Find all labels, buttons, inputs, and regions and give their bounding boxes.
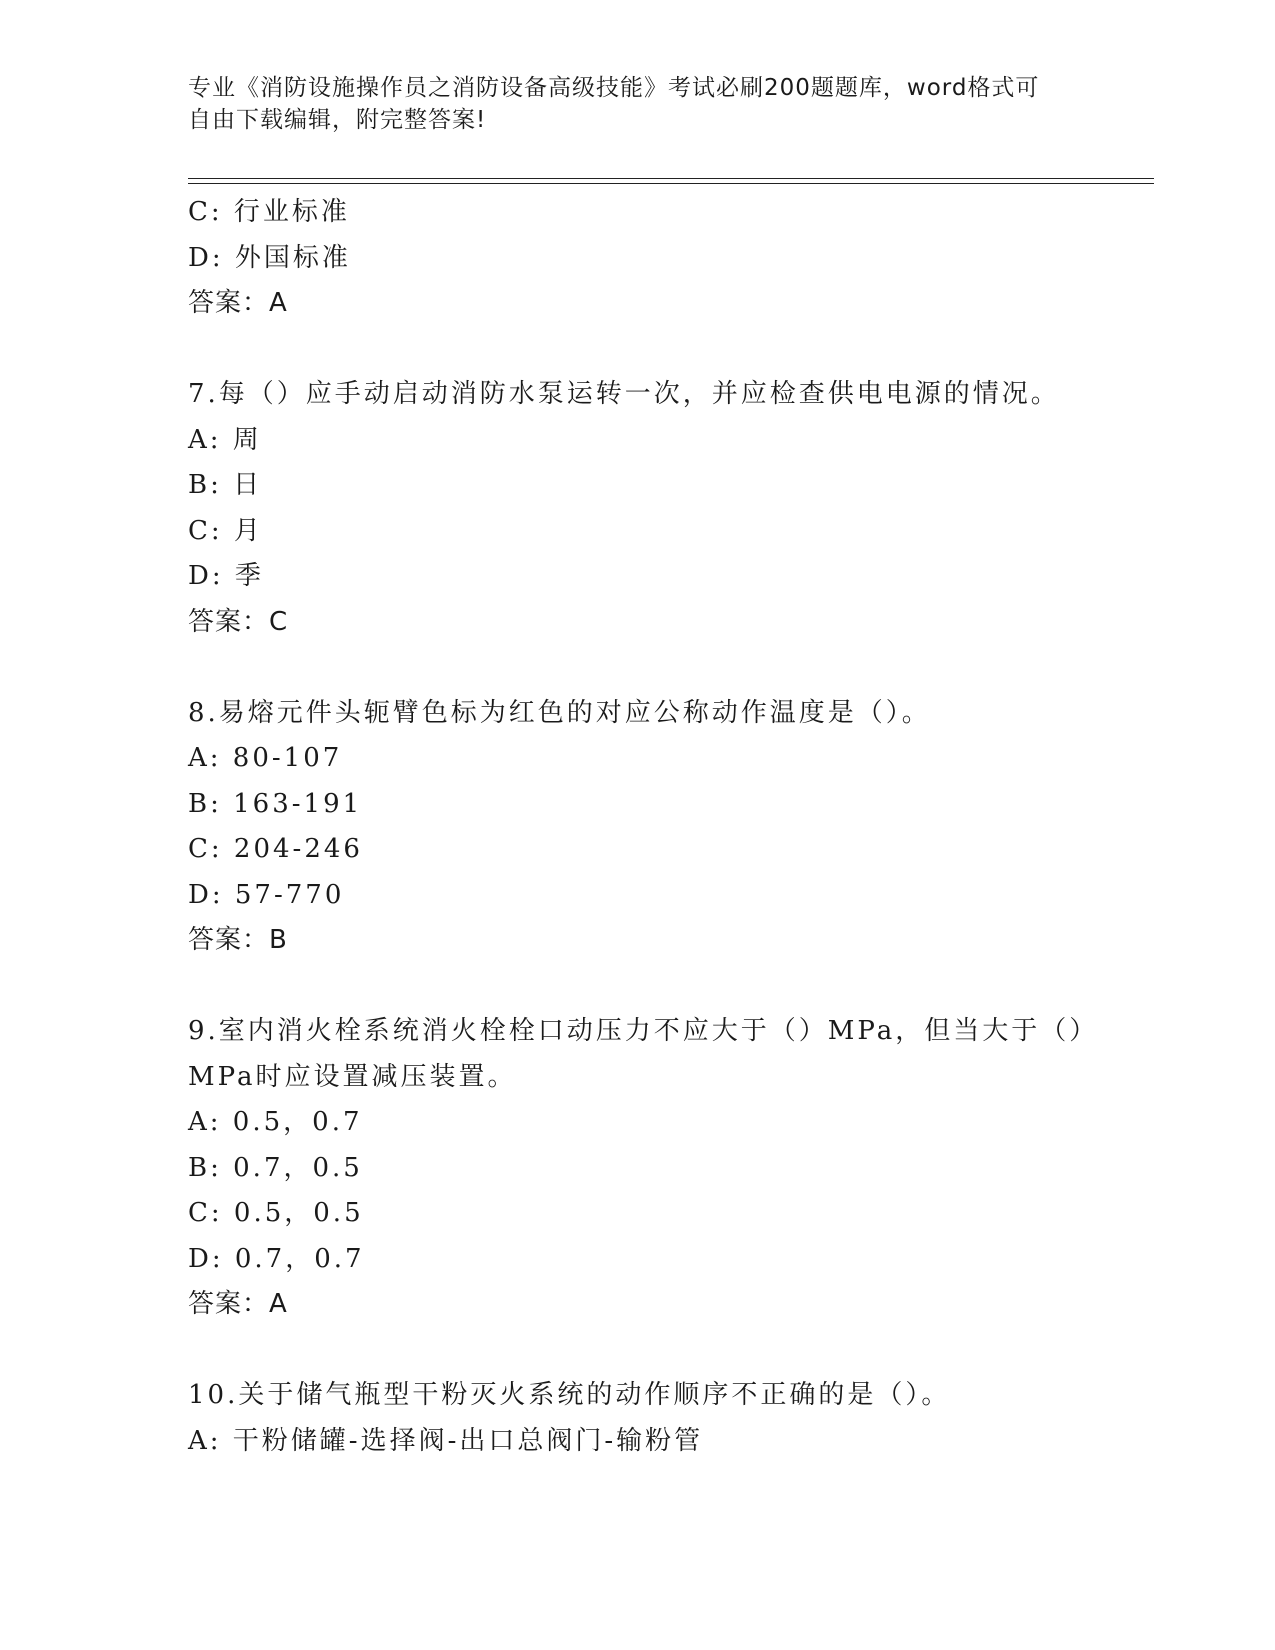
answer: 答案：A xyxy=(188,288,288,318)
option-b: B: 0.7，0.5 xyxy=(188,1152,363,1183)
header-line-2: 自由下载编辑，附完整答案! xyxy=(188,107,487,133)
option-a: A: 周 xyxy=(188,424,262,455)
option-a: A: 80-107 xyxy=(188,743,343,773)
question-text: 10.关于储气瓶型干粉灭火系统的动作顺序不正确的是（）。 xyxy=(188,1380,951,1410)
header-line-1: 专业《消防设施操作员之消防设备高级技能》考试必刷200题题库，word格式可 xyxy=(188,75,1040,101)
question-6-continuation xyxy=(188,190,1088,327)
option-b: B: 日 xyxy=(188,470,263,500)
option-a: A: 干粉储罐-选择阀-出口总阀门-输粉管 xyxy=(188,1425,704,1456)
question-text-line-2: MPa时应设置减压装置。 xyxy=(188,1061,517,1092)
option-d: D: 季 xyxy=(188,561,264,591)
option-d: D: 外国标准 xyxy=(188,242,351,273)
question-text-line-1: 9.室内消火栓系统消火栓栓口动压力不应大于（）MPa，但当大于（） xyxy=(188,1016,1099,1046)
option-c: C: 行业标准 xyxy=(188,197,350,227)
header-divider-top xyxy=(188,178,1154,179)
option-d: D: 57-770 xyxy=(188,879,345,910)
option-d: D: 0.7，0.7 xyxy=(188,1243,365,1274)
question-10 xyxy=(188,1373,1088,1464)
question-list xyxy=(188,190,1099,1464)
document-header xyxy=(188,72,1068,136)
answer: 答案：C xyxy=(188,606,289,637)
question-7 xyxy=(188,372,1088,645)
option-c: C: 204-246 xyxy=(188,834,363,864)
option-a: A: 0.5，0.7 xyxy=(188,1107,363,1137)
question-text: 8.易熔元件头轭臂色标为红色的对应公称动作温度是（）。 xyxy=(188,697,931,728)
answer: 答案：A xyxy=(188,1289,288,1319)
question-9 xyxy=(188,1009,1099,1328)
question-text: 7.每（）应手动启动消防水泵运转一次，并应检查供电电源的情况。 xyxy=(188,379,1060,409)
option-b: B: 163-191 xyxy=(188,788,363,819)
option-c: C: 月 xyxy=(188,515,263,546)
option-c: C: 0.5，0.5 xyxy=(188,1198,364,1228)
header-divider-bottom xyxy=(188,183,1154,184)
answer: 答案：B xyxy=(188,925,288,955)
question-8 xyxy=(188,691,1088,964)
